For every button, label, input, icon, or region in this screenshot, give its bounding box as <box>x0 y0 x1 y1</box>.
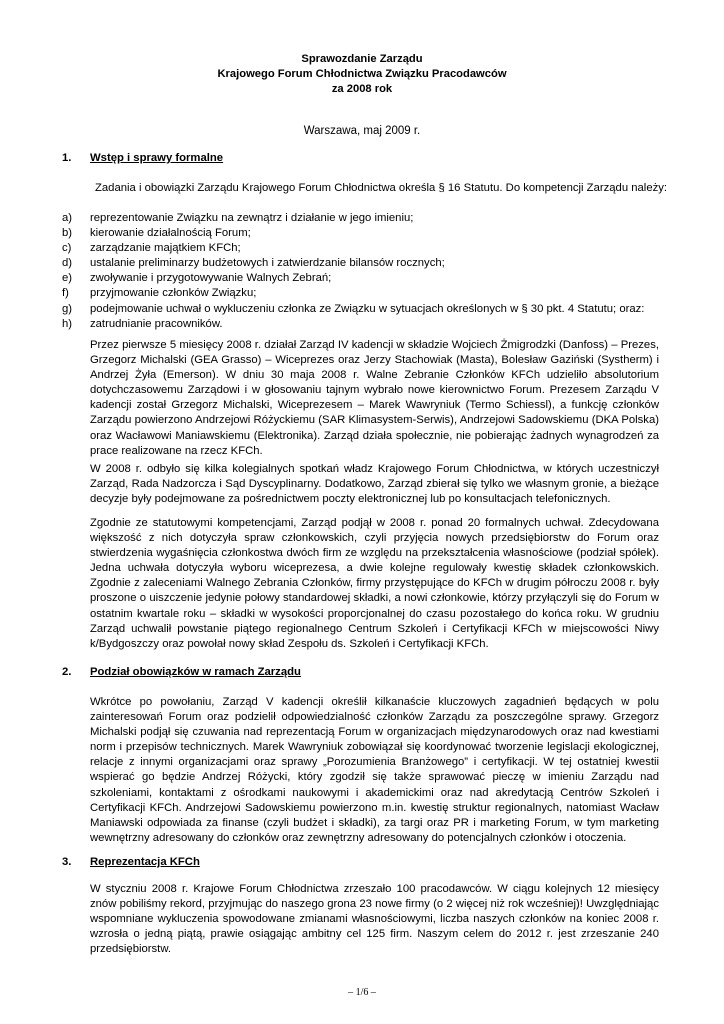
section-3-heading <box>62 855 200 870</box>
list-item-label: g) <box>62 302 73 315</box>
list-item <box>62 317 644 332</box>
list-item-label: a) <box>62 212 73 224</box>
section-1-heading <box>62 151 223 166</box>
title-line-2: Krajowego Forum Chłodnictwa Związku Pracodawców <box>217 68 507 80</box>
list-item-text: zatrudnianie pracowników. <box>90 317 223 330</box>
section-1-paragraph-3: Zgodnie ze statutowymi kompetencjami, Zarząd podjął w 2008 r. ponad 20 formalnych uchwał. Zdecydowana większość z nich dotyczyła spraw członkowskich, czyli przyjęcia nowych przedsiębiorstw do Forum oraz stwierdzenia wygaśnięcia członkostwa dwóch firm ze względu na przekształcenia własnościowe (podział spółek). Jedna uchwała dotyczyła wyboru wiceprezesa, a dwie kolejne regulowały kwestię składek członkowskich. Zgodnie z zaleceniami Walnego Zebrania Członków, firmy przystępujące do KFCh w drugim półroczu 2008 r. były proszone o uiszczenie jedynie połowy standardowej składki, a nowi członkowie, którzy przyłączyli się do Forum w ostatnim kwartale roku – składki w wysokości proporcjonalnej do czasu pozostałego do końca roku. W grudniu Zarząd uchwalił powstanie piątego regionalnego Centrum Szkoleń i Certyfikacji KFCh w miejscowości Niwy k/Bydgoszczy oraz powołał nowy skład Zespołu ds. Szkoleń i Certyfikacji KFCh. <box>90 517 659 650</box>
section-3-paragraph: W styczniu 2008 r. Krajowe Forum Chłodnictwa zrzeszało 100 pracodawców. W ciągu kolejnych 12 miesięcy znów pobiliśmy rekord, przyjmując do naszego grona 23 nowe firmy (o 2 więcej niż rok wcześniej)! Uwzględniając wspomniane wykluczenia spowodowane zmianami własnościowymi, liczba naszych członków na koniec 2008 r. wzrosła o jedną piątą, prawie osiągając ambitny cel 125 firm. Naszym celem do 2012 r. jest zrzeszanie 240 przedsiębiorstw. <box>90 883 659 956</box>
list-item <box>62 241 644 256</box>
list-item-label: c) <box>62 242 72 255</box>
page-number: – 1/6 – <box>348 987 376 998</box>
list-item-label: d) <box>62 257 73 270</box>
list-item <box>62 226 644 241</box>
title-line-1: Sprawozdanie Zarządu <box>301 53 423 65</box>
list-item <box>62 256 644 271</box>
list-item-label: e) <box>62 272 73 285</box>
section-1-paragraph-1: Przez pierwsze 5 miesięcy 2008 r. działał Zarząd IV kadencji w składzie Wojciech Żmigrodzki (Danfoss) – Prezes, Grzegorz Michalski (GEA Grasso) – Wiceprezes oraz Jerzy Stachowiak (Masta), Bolesław Gaziński (Systherm) i Andrzej Żyła (Emerson). W dniu 30 maja 2008 r. Walne Zebranie Członków KFCh udzieliło absolutorium dotychczasowemu Zarządowi i w głosowaniu tajnym wybrało nowe kierownictwo Forum. Prezesem Zarządu V kadencji został Grzegorz Michalski, Wiceprezesem – Marek Wawryniuk (Termo Schiessl), a funkcję członków Zarządu powierzono Andrzejowi Różyckiemu (SAR Klimasystem-Serwis), Andrzejowi Sadowskiemu (DKA Polska) oraz Wacławowi Maniawskiemu (Elektronika). Zarząd działa społecznie, nie pobierając żadnych wynagrodzeń za prace realizowane na rzecz KFCh. <box>90 339 659 457</box>
list-item-text: zwoływanie i przygotowywanie Walnych Zebrań; <box>90 272 332 285</box>
list-item-text: przyjmowanie członków Związku; <box>90 287 257 300</box>
list-item <box>62 302 644 317</box>
title-line-3: za 2008 rok <box>331 83 393 95</box>
place-date: Warszawa, maj 2009 r. <box>303 125 421 137</box>
list-item-text: kierowanie działalnością Forum; <box>90 227 251 240</box>
section-3-number: 3. <box>62 856 72 868</box>
document-title <box>0 52 724 97</box>
list-item <box>62 271 644 286</box>
section-1-paragraph-2: W 2008 r. odbyło się kilka kolegialnych spotkań władz Krajowego Forum Chłodnictwa, w których uczestniczył Zarząd, Rada Nadzorcza i Sąd Dyscyplinarny. Dodatkowo, Zarząd zbierał się tylko we własnym gronie, a bieżące decyzje były podejmowane za pośrednictwem poczty elektronicznej lub po konsultacjach telefonicznych. <box>90 463 659 506</box>
list-item <box>62 286 644 301</box>
section-1-title: Wstęp i sprawy formalne <box>90 152 224 164</box>
list-item-label: h) <box>62 317 73 330</box>
section-2-number: 2. <box>62 666 72 678</box>
section-1-number: 1. <box>62 152 72 164</box>
competence-list <box>62 211 644 332</box>
list-item-text: ustalanie preliminarzy budżetowych i zatwierdzanie bilansów rocznych; <box>90 257 445 270</box>
section-3-title: Reprezentacja KFCh <box>90 856 200 868</box>
list-item-label: f) <box>62 287 69 300</box>
list-item-label: b) <box>62 227 73 240</box>
list-item <box>62 211 644 226</box>
section-2-title: Podział obowiązków w ramach Zarządu <box>90 666 301 678</box>
section-2-paragraph: Wkrótce po powołaniu, Zarząd V kadencji określił kilkanaście kluczowych zagadnień będących w polu zainteresowań Forum oraz podzielił odpowiedzialność członków Zarządu za poszczególne sprawy. Grzegorz Michalski podjął się czuwania nad reprezentacją Forum w organizacjach międzynarodowych oraz nad kwestiami norm i przepisów technicznych. Marek Wawryniuk zobowiązał się koordynować tworzenie legislacji ekologicznej, relacje z innymi organizacjami oraz sprawy „Porozumienia Branżowego” i certyfikacji. W tej ostatniej kwestii wspierać go będzie Andrzej Różycki, który zgodził się także sprawować pieczę w imieniu Zarządu nad szkoleniami, kontaktami z ośrodkami naukowymi i akademickimi oraz nad akredytacją Centrów Szkoleń i Certyfikacji KFCh. Andrzejowi Sadowskiemu powierzono m.in. kwestię struktur regionalnych, natomiast Wacław Maniawski odpowiada za finanse (czyli budżet i składki), za targi oraz PR i marketing Forum, w tym marketing wewnętrzny adresowany do członków oraz zewnętrzny adresowany do potencjalnych członków i otoczenia. <box>90 696 659 844</box>
section-1-intro: Zadania i obowiązki Zarządu Krajowego Forum Chłodnictwa określa § 16 Statutu. Do kompetencji Zarządu należy: <box>95 182 668 194</box>
list-item-text: podejmowanie uchwał o wykluczeniu członka ze Związku w sytuacjach określonych w § 30 pkt. 4 Statutu; oraz: <box>90 302 645 315</box>
list-item-text: reprezentowanie Związku na zewnątrz i działanie w jego imieniu; <box>90 212 414 224</box>
section-2-heading <box>62 665 301 680</box>
list-item-text: zarządzanie majątkiem KFCh; <box>90 242 241 255</box>
